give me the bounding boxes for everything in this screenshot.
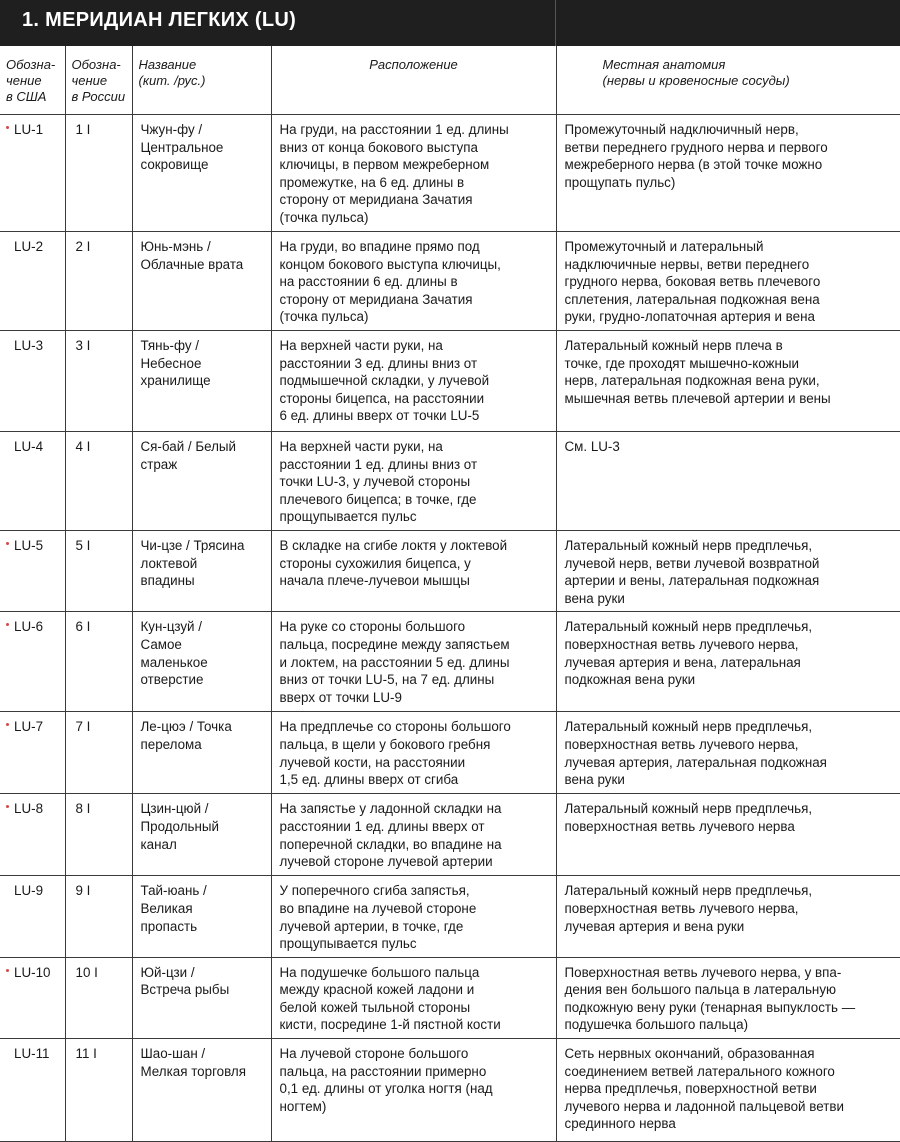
point-name: Ле-цюэ / Точка перелома [140, 719, 232, 752]
code: LU-5 [14, 537, 44, 553]
point-name-cell [132, 876, 271, 957]
rus-code-cell [65, 876, 132, 957]
point-location-cell [271, 612, 556, 712]
rus-code-cell [65, 957, 132, 1038]
point-location-cell [271, 232, 556, 331]
rus-code-cell [65, 712, 132, 794]
point-location-cell [271, 712, 556, 794]
header-location: Расположение [271, 46, 556, 115]
rus-code-cell [65, 330, 132, 431]
code-cell [0, 712, 65, 794]
code: LU-4 [14, 438, 44, 454]
point-location-cell [271, 794, 556, 876]
code: LU-8 [14, 801, 44, 817]
point-anatomy-cell [556, 431, 900, 530]
table-row [0, 1039, 900, 1142]
point-anatomy: Латеральный кожный нерв плеча в точке, где проходят мышечно-кожныи нерв, латеральная подкожная вена руки, мышечная ветвь плечевой артерии и вены [564, 337, 831, 406]
rus-code: 9 I [75, 883, 91, 899]
point-anatomy-cell [556, 115, 900, 232]
point-anatomy-cell [556, 330, 900, 431]
table-row [0, 957, 900, 1038]
point-anatomy: Промежуточный и латеральный надключичные нервы, ветви переднего грудного нерва, боковая ветвь плечевого сплетения, латеральная подкожная вена руки, грудно-лопаточная артерия и вена [564, 239, 821, 325]
point-name-cell [132, 957, 271, 1038]
point-anatomy: Латеральный кожный нерв предплечья, поверхностная ветвь лучевого нерва [564, 801, 813, 834]
point-name: Тянь-фу / Небесное хранилище [140, 337, 211, 389]
point-anatomy-cell [556, 712, 900, 794]
point-anatomy-cell [556, 612, 900, 712]
point-location: На запястье у ладонной складки на расстоянии 1 ед. длины вверх от поперечной складки, во впадине на лучевой стороне лучевой артерии [279, 801, 502, 870]
point-name-cell [132, 1039, 271, 1142]
point-location: На подушечке большого пальца между красной кожей ладони и белой кожей тыльной стороны кисти, посредине 1-й пястной кости [279, 964, 501, 1033]
code: LU-3 [14, 337, 44, 353]
table-row [0, 712, 900, 794]
rus-code: 2 I [75, 239, 91, 254]
point-name-cell [132, 612, 271, 712]
point-name-cell [132, 712, 271, 794]
rus-code: 7 I [75, 719, 91, 735]
rus-code-cell [65, 794, 132, 876]
code: LU-1 [14, 122, 44, 137]
point-name: Цзин-цюй / Продольный канал [140, 801, 219, 852]
code-cell [0, 530, 65, 611]
rus-code: 6 I [75, 619, 91, 635]
point-location: На предплечье со стороны большого пальца, в щели у бокового гребня лучевой кости, на расстоянии 1,5 ед. длины вверх от сгиба [279, 719, 511, 788]
table-row [0, 431, 900, 530]
point-name: Юй-цзи / Встреча рыбы [140, 964, 230, 998]
point-location: На лучевой стороне большого пальца, на расстоянии примерно 0,1 ед. длины от уголка ногтя (над ногтем) [279, 1046, 493, 1114]
point-anatomy-cell [556, 876, 900, 957]
code-cell [0, 330, 65, 431]
point-name: Шао-шан / Мелкая торговля [140, 1046, 246, 1079]
rus-code: 5 I [75, 537, 91, 553]
marker-dot [6, 805, 9, 808]
point-location: На верхней части руки, на расстоянии 1 ед. длины вниз от точки LU-3, у лучевой стороны плечевого бицепса; в точке, где прощупывается пульс [279, 438, 478, 525]
marker-dot [6, 542, 9, 545]
code-cell [0, 1039, 65, 1142]
marker-dot [6, 126, 9, 129]
title-divider [555, 0, 556, 46]
code-cell [0, 957, 65, 1038]
rus-code: 1 I [75, 122, 91, 137]
point-location-cell [271, 431, 556, 530]
point-anatomy: Латеральный кожный нерв предплечья, поверхностная ветвь лучевого нерва, лучевая артерия и вена, латеральная подкожная вена руки [564, 619, 813, 688]
point-anatomy: Латеральный кожный нерв предплечья, лучевой нерв, ветви лучевой возвратной артерии и вены, латеральная подкожная вена руки [564, 537, 820, 606]
code-cell [0, 612, 65, 712]
point-name: Юнь-мэнь / Облачные врата [140, 239, 244, 272]
header-name: Название (кит. /рус.) [132, 46, 271, 115]
point-location: В складке на сгибе локтя у локтевой стороны сухожилия бицепса, у начала плече-лучевои мышцы [279, 537, 508, 589]
meridian-table [0, 46, 900, 1142]
rus-code: 10 I [75, 964, 98, 980]
point-anatomy: См. LU-3 [564, 438, 620, 454]
point-name-cell [132, 232, 271, 331]
code-cell [0, 794, 65, 876]
point-name-cell [132, 115, 271, 232]
point-anatomy: Латеральный кожный нерв предплечья, поверхностная ветвь лучевого нерва, лучевая артерия и вена руки [564, 883, 813, 934]
marker-dot [6, 723, 9, 726]
point-anatomy: Поверхностная ветвь лучевого нерва, у впа- дения вен большого пальца в латеральную подкожную вену руки (тенарная выпуклость — подушечка большого пальца) [564, 964, 856, 1033]
marker-dot [6, 623, 9, 626]
rus-code: 11 I [75, 1046, 97, 1062]
point-name: Ся-бай / Белый страж [140, 438, 237, 472]
point-location-cell [271, 530, 556, 611]
rus-code: 4 I [75, 438, 91, 454]
point-location-cell [271, 330, 556, 431]
rus-code: 8 I [75, 801, 91, 817]
point-anatomy-cell [556, 232, 900, 331]
point-anatomy-cell [556, 957, 900, 1038]
table-row [0, 330, 900, 431]
point-anatomy-cell [556, 530, 900, 611]
point-location: На груди, на расстоянии 1 ед. длины вниз от конца бокового выступа ключицы, в первом межреберном промежутке, на 6 ед. длины в сторону от меридиана Зачатия (точка пульса) [279, 122, 509, 225]
table-row [0, 530, 900, 611]
rus-code-cell [65, 232, 132, 331]
point-anatomy: Латеральный кожный нерв предплечья, поверхностная ветвь лучевого нерва, лучевая артерия, латеральная подкожная вена руки [564, 719, 827, 788]
table-row [0, 612, 900, 712]
point-location: На руке со стороны большого пальца, посредине между запястьем и локтем, на расстоянии 5 ед. длины вниз от точки LU-5, на 7 ед. длины вверх от точки LU-9 [279, 619, 510, 705]
table-row [0, 794, 900, 876]
point-anatomy: Промежуточный надключичный нерв, ветви переднего грудного нерва и первого межреберного нерва (в этой точке можно прощупать пульс) [564, 122, 828, 190]
code: LU-10 [14, 964, 51, 980]
point-location-cell [271, 115, 556, 232]
point-location: На груди, во впадине прямо под концом бокового выступа ключицы, на расстоянии 6 ед. длины в сторону от меридиана Зачатия (точка пульса) [279, 239, 501, 325]
code-cell [0, 115, 65, 232]
table-header-row [0, 46, 900, 115]
code-cell [0, 876, 65, 957]
point-location: На верхней части руки, на расстоянии 3 ед. длины вниз от подмышечной складки, у лучевой стороны бицепса, на расстоянии 6 ед. длины вверх от точки LU-5 [279, 337, 490, 424]
point-name-cell [132, 794, 271, 876]
point-name-cell [132, 530, 271, 611]
code: LU-11 [14, 1046, 50, 1062]
point-name: Кун-цзуй / Самое маленькое отверстие [140, 619, 208, 688]
rus-code-cell [65, 530, 132, 611]
point-name: Тай-юань / Великая пропасть [140, 883, 207, 934]
point-location-cell [271, 1039, 556, 1142]
point-location: У поперечного сгиба запястья, во впадине на лучевой стороне лучевой артерии, в точке, где прощупывается пульс [279, 883, 477, 952]
point-name-cell [132, 431, 271, 530]
rus-code-cell [65, 612, 132, 712]
point-location-cell [271, 876, 556, 957]
rus-code: 3 I [75, 337, 91, 353]
code-cell [0, 431, 65, 530]
rus-code-cell [65, 1039, 132, 1142]
point-anatomy-cell [556, 1039, 900, 1142]
marker-dot [6, 969, 9, 972]
table-row [0, 115, 900, 232]
point-anatomy-cell [556, 794, 900, 876]
code: LU-9 [14, 883, 44, 899]
code: LU-6 [14, 619, 44, 635]
table-row [0, 876, 900, 957]
header-anatomy: Местная анатомия (нервы и кровеносные сосуды) [556, 46, 900, 115]
title-bar [0, 0, 900, 46]
page-title: 1. МЕРИДИАН ЛЕГКИХ (LU) [22, 9, 297, 31]
header-ru-code: Обозна- чение в России [65, 46, 132, 115]
point-name: Чи-цзе / Трясина локтевой впадины [140, 537, 245, 589]
code: LU-7 [14, 719, 44, 735]
rus-code-cell [65, 431, 132, 530]
code: LU-2 [14, 239, 44, 254]
point-anatomy: Сеть нервных окончаний, образованная соединением ветвей латерального кожного нерва предплечья, поверхностной ветви лучевого нерва и ладонной пальцевой ветви срединного нерва [564, 1046, 844, 1132]
point-location-cell [271, 957, 556, 1038]
rus-code-cell [65, 115, 132, 232]
table-row [0, 232, 900, 331]
code-cell [0, 232, 65, 331]
point-name-cell [132, 330, 271, 431]
point-name: Чжун-фу / Центральное сокровище [140, 122, 224, 173]
header-us-code: Обозна- чение в США [0, 46, 65, 115]
